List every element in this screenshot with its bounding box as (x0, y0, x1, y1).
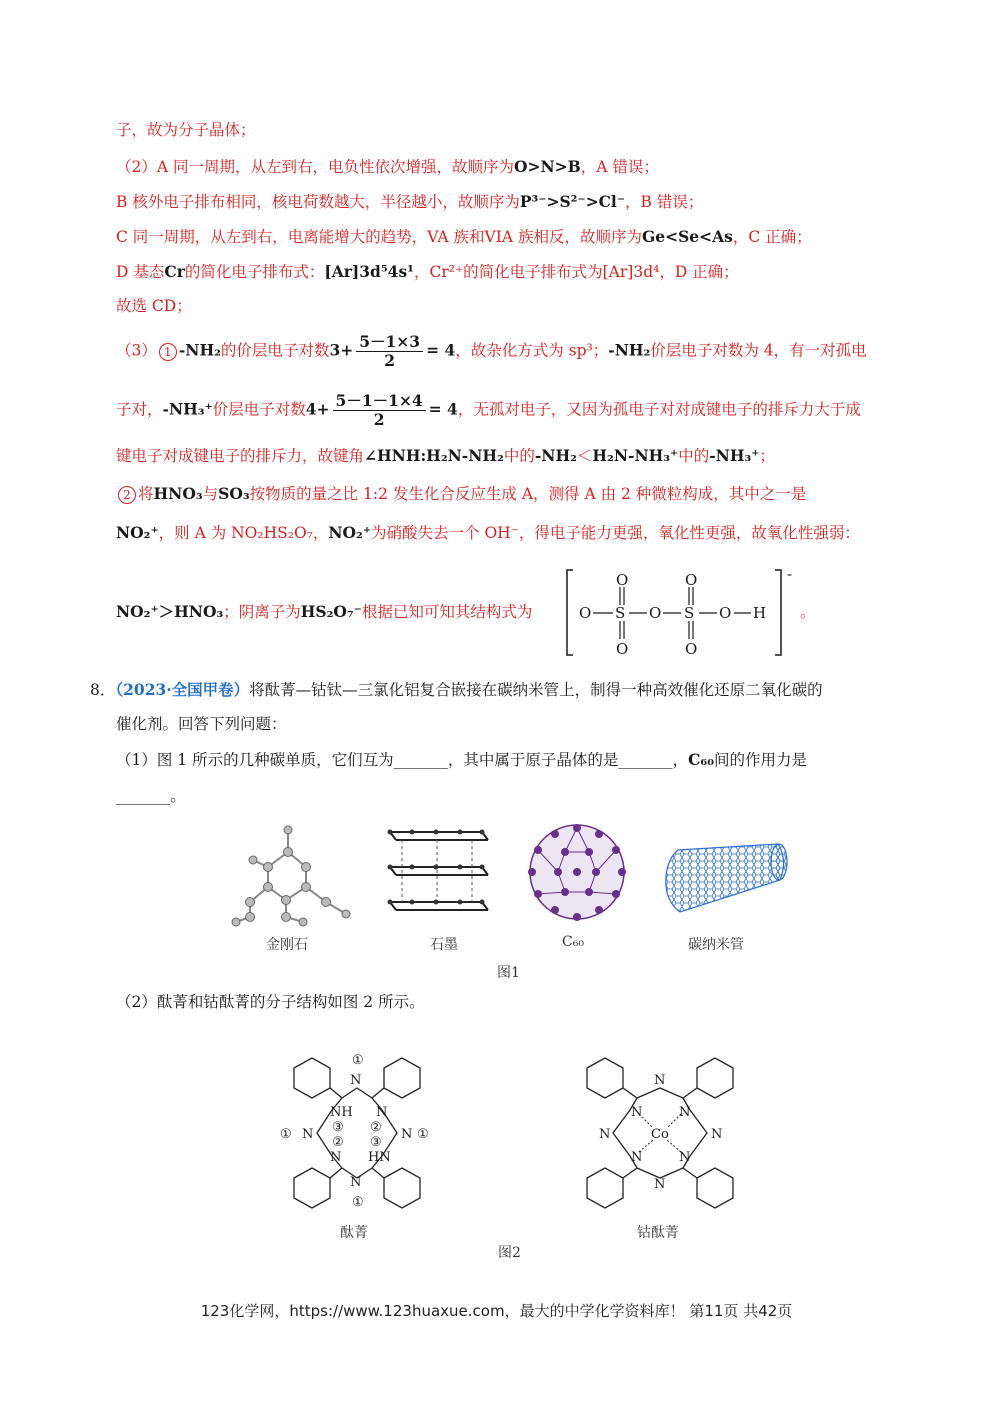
denominator: 2 (384, 351, 396, 370)
formula: 3+ (329, 340, 354, 360)
atom-n: N (350, 1073, 362, 1088)
text: 子对， (116, 400, 163, 419)
label-phthalocyanine: 酞菁 (340, 1225, 368, 1241)
text: 根据已知可知其结构式为 (361, 603, 533, 621)
diamond-structure-image (228, 822, 353, 927)
carbon-nanotube-image (658, 840, 790, 920)
atom-o: O (616, 571, 629, 589)
circled-label: ① (352, 1195, 364, 1210)
text: ，Cr²⁺的简化电子排布式为[Ar]3d⁴，D 正确； (413, 263, 739, 281)
atom-n: N (631, 1105, 643, 1120)
text: （2）酞菁和钴酞菁的分子结构如图 2 所示。 (116, 993, 425, 1011)
circled-label: ③ (332, 1120, 344, 1135)
numerator: 5－1×3 (356, 333, 423, 352)
question-8-line-2 (116, 714, 287, 734)
formula: 4+ (305, 399, 330, 419)
answer-line-10 (116, 484, 806, 504)
question-8-line-1 (90, 680, 823, 700)
text: （1）图 1 所示的几种碳单质，它们互为_______，其中属于原子晶体的是_______， (116, 751, 689, 769)
text: 价层电子对数为 4，有一对孤电 (650, 341, 867, 360)
atom-co: Co (651, 1127, 669, 1142)
answer-line-2 (116, 157, 659, 177)
text: （3） (116, 341, 157, 360)
label-diamond: 金刚石 (266, 937, 308, 953)
circled-number: 1 (159, 343, 177, 361)
text: ，故杂化方式为 sp³； (455, 341, 609, 360)
circled-label: ① (280, 1127, 292, 1142)
formula: NO₂⁺ (116, 523, 159, 542)
text: B 核外电子排布相同，核电荷数越大，半径越小，故顺序为 (116, 193, 520, 211)
text: 故选 CD； (116, 297, 192, 315)
answer-line-1 (116, 120, 256, 140)
label-cobalt-phthalocyanine: 钴酞菁 (637, 1225, 679, 1241)
text: D 基态 (116, 263, 165, 281)
text: 与 (202, 485, 219, 503)
text: 间的作用力是 (714, 751, 808, 769)
formula: = 4 (428, 399, 458, 419)
answer-line-12 (116, 602, 532, 622)
text: 按物质的量之比 1:2 发生化合反应生成 A，测得 A 由 2 种微粒构成，其中之一是 (249, 485, 807, 503)
text: _______。 (116, 787, 186, 805)
phthalocyanine-structure-image (272, 1048, 442, 1218)
atom-n: N (330, 1150, 342, 1165)
formula: P³⁻>S²⁻>Cl⁻ (519, 192, 625, 211)
formula: NO₂⁺ (116, 602, 159, 621)
text: ，C 正确； (732, 228, 812, 246)
question-8-line-4 (116, 786, 186, 806)
question-number: 8． (90, 681, 116, 699)
text: ；阴离子为 (223, 603, 301, 621)
text: 的价层电子对数 (220, 341, 330, 360)
circled-label: ② (332, 1135, 344, 1150)
text: 的简化电子排布式： (184, 263, 325, 281)
atom-o: O (616, 640, 629, 658)
atom-h: H (753, 604, 767, 622)
atom-n: N (654, 1073, 666, 1088)
label-nanotube: 碳纳米管 (688, 937, 744, 953)
formula: -NH₂ (178, 340, 221, 360)
text: ，B 错误； (625, 193, 704, 211)
numerator: 5－1－1×4 (333, 392, 426, 411)
circled-label: ① (417, 1127, 429, 1142)
answer-line-8 (116, 392, 861, 429)
formula: Ge<Se<As (642, 227, 733, 246)
atom-n: N (350, 1175, 362, 1190)
c60-structure-image (520, 820, 635, 925)
text: 子，故为分子晶体； (116, 121, 256, 139)
text: 价层电子对数 (212, 400, 306, 419)
atom-hn: HN (368, 1150, 391, 1165)
atom-n: N (599, 1127, 611, 1142)
atom-nh: NH (330, 1105, 353, 1120)
text: 为硝酸失去一个 OH⁻，得电子能力更强，氧化性更强，故氧化性强弱： (371, 524, 860, 542)
formula: Cr (164, 262, 185, 281)
text: 中的 (678, 447, 710, 465)
text: ，A 错误； (580, 158, 659, 176)
text: C 同一周期，从左到右，电离能增大的趋势，VA 族和VIA 族相反，故顺序为 (116, 228, 642, 246)
atom-o: O (685, 640, 698, 658)
text: 。 (800, 603, 816, 621)
text: （2）A 同一周期，从左到右，电负性依次增强，故顺序为 (116, 158, 514, 176)
circled-label: ③ (370, 1135, 382, 1150)
text: ，无孤对电子，又因为孤电子对对成键电子的排斥力大于成 (457, 400, 861, 419)
atom-o: O (579, 604, 592, 622)
formula: [Ar]3d⁵4s¹ (324, 262, 414, 281)
atom-o: O (719, 604, 732, 622)
formula: C₆₀ (688, 750, 715, 769)
atom-n: N (302, 1127, 314, 1142)
formula: NO₂⁺ (328, 523, 372, 542)
fraction (356, 333, 423, 370)
atom-n: N (679, 1150, 691, 1165)
answer-line-6 (116, 296, 192, 316)
formula: -NH₃⁺ (162, 399, 213, 419)
page-footer: 123化学网，https://www.123huaxue.com，最大的中学化学资料库！ 第11页 共42页 (200, 1302, 793, 1320)
text: ，则 A 为 NO₂HS₂O₇， (158, 524, 329, 542)
formula: -NH₂ (608, 340, 651, 360)
answer-line-4 (116, 227, 812, 247)
formula: HS₂O₇⁻ (300, 602, 362, 621)
text: 键电子对成键电子的排斥力，故键角 (116, 447, 365, 465)
formula: = 4 (426, 340, 456, 360)
atom-n: N (654, 1177, 666, 1192)
answer-line-11 (116, 523, 860, 543)
fraction (333, 392, 426, 429)
text: 将 (138, 485, 154, 503)
charge-sign: - (787, 565, 793, 583)
formula: ＞HNO₃ (158, 602, 224, 621)
atom-n: N (376, 1105, 388, 1120)
text: ； (759, 447, 775, 465)
text: ＜ (576, 447, 593, 465)
atom-n: N (679, 1105, 691, 1120)
text: 将酞菁—钴钛—三氯化铝复合嵌接在碳纳米管上，制得一种高效催化还原二氧化碳的 (249, 681, 823, 699)
question-8-line-3 (116, 750, 807, 770)
formula: -NH₂ (534, 446, 577, 465)
atom-o: O (649, 604, 662, 622)
answer-line-7 (116, 333, 867, 370)
graphite-structure-image (382, 822, 492, 922)
circled-label: ① (352, 1053, 364, 1068)
atom-o: O (685, 571, 698, 589)
answer-line-3 (116, 192, 703, 212)
circled-number: 2 (118, 486, 136, 504)
text: 中的 (503, 447, 535, 465)
question-8-line-5 (116, 992, 425, 1012)
figure-2-caption: 图2 (498, 1245, 521, 1261)
answer-line-9 (116, 446, 775, 466)
formula: O>N>B (513, 157, 581, 176)
circled-label: ② (370, 1120, 382, 1135)
formula: HNO₃ (153, 484, 203, 503)
formula: H₂N-NH₃⁺ (592, 446, 679, 465)
atom-n: N (711, 1127, 723, 1142)
label-c60: C₆₀ (562, 934, 584, 950)
formula: ∠HNH:H₂N-NH₂ (364, 446, 504, 465)
text: 催化剂。回答下列问题： (116, 715, 287, 733)
answer-line-5 (116, 262, 739, 282)
question-source: （2023·全国甲卷） (115, 680, 250, 699)
formula: SO₃ (218, 484, 250, 503)
structure-formula (563, 565, 803, 660)
figure-1-caption: 图1 (497, 965, 520, 981)
atom-n: N (401, 1127, 413, 1142)
label-graphite: 石墨 (430, 937, 458, 953)
formula: -NH₃⁺ (709, 446, 760, 465)
denominator: 2 (373, 410, 385, 429)
atom-n: N (631, 1150, 643, 1165)
atom-s: S (615, 604, 626, 622)
atom-s: S (684, 604, 695, 622)
cobalt-phthalocyanine-structure-image (575, 1048, 745, 1218)
